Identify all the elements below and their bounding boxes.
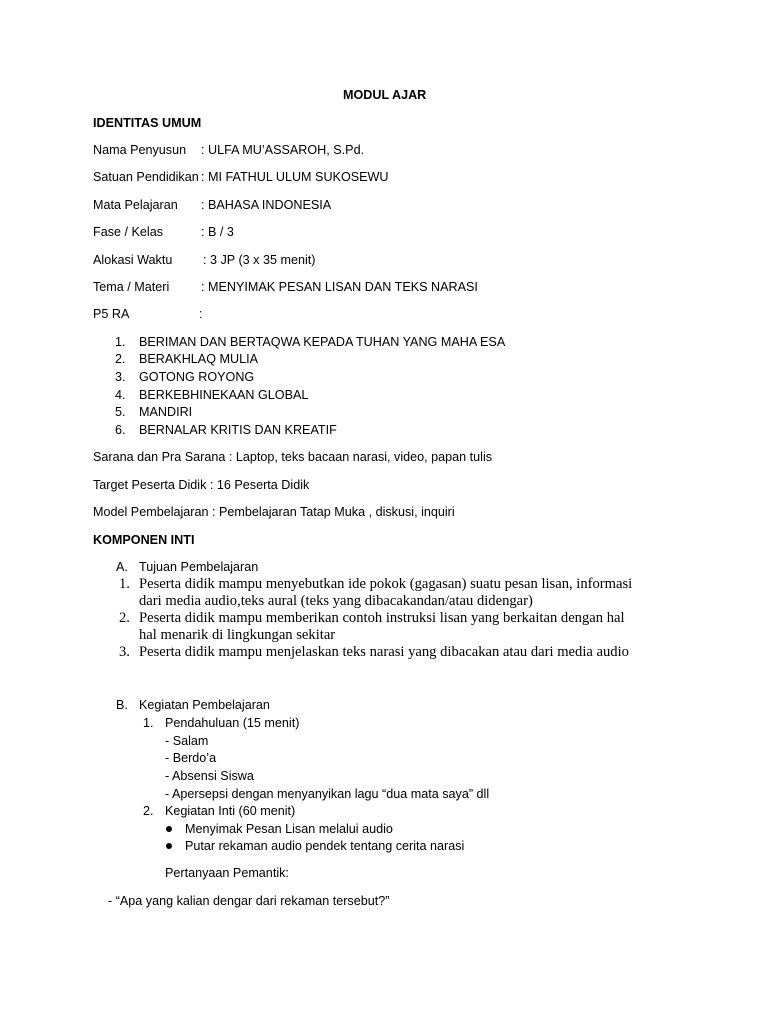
identitas-value: : ULFA MU’ASSAROH, S.Pd. [201, 143, 365, 157]
identitas-label: Fase / Kelas [93, 225, 163, 239]
sarana-line: Sarana dan Pra Sarana : Laptop, teks bacaan narasi, video, papan tulis [93, 450, 493, 464]
list-item-number: 1. [143, 716, 154, 730]
document-title: MODUL AJAR [343, 88, 427, 102]
list-item: - Absensi Siswa [165, 769, 254, 783]
list-item: Peserta didik mampu menjelaskan teks narasi yang dibacakan atau dari media audio [139, 644, 629, 660]
list-item: GOTONG ROYONG [139, 370, 255, 384]
list-item: Peserta didik mampu menyebutkan ide pokok (gagasan) suatu pesan lisan, informasi [139, 576, 633, 592]
list-item: Peserta didik mampu memberikan contoh instruksi lisan yang berkaitan dengan hal [139, 610, 625, 626]
identitas-value: : B / 3 [201, 225, 234, 239]
list-item-number: 2. [119, 610, 130, 626]
section-title: Tujuan Pembelajaran [139, 560, 259, 574]
identitas-label: Mata Pelajaran [93, 198, 178, 212]
identitas-label: P5 RA [93, 307, 130, 321]
list-item: BERAKHLAQ MULIA [139, 352, 258, 366]
list-item-continuation: dari media audio,teks aural (teks yang dibacakandan/atau didengar) [139, 593, 533, 609]
list-item: BERIMAN DAN BERTAQWA KEPADA TUHAN YANG MAHA ESA [139, 335, 506, 349]
identitas-value: : MENYIMAK PESAN LISAN DAN TEKS NARASI [201, 280, 478, 294]
list-item-continuation: hal menarik di lingkungan sekitar [139, 627, 336, 643]
target-line: Target Peserta Didik : 16 Peserta Didik [93, 478, 310, 492]
list-item: Putar rekaman audio pendek tentang cerita narasi [185, 839, 465, 853]
section-letter: B. [116, 698, 128, 712]
identitas-heading: IDENTITAS UMUM [93, 116, 202, 130]
identitas-value: : BAHASA INDONESIA [201, 198, 332, 212]
list-item-number: 1. [115, 335, 126, 349]
list-item: MANDIRI [139, 405, 193, 419]
list-item-number: 6. [115, 423, 126, 437]
list-item: - “Apa yang kalian dengar dari rekaman tersebut?” [108, 894, 390, 908]
identitas-value: : 3 JP (3 x 35 menit) [203, 253, 316, 267]
list-item: - Salam [165, 734, 209, 748]
list-item: BERKEBHINEKAAN GLOBAL [139, 388, 309, 402]
identitas-value: : [199, 307, 203, 321]
list-item: Menyimak Pesan Lisan melalui audio [185, 822, 393, 836]
list-item-number: 4. [115, 388, 126, 402]
subsection-title: Pertanyaan Pemantik: [165, 866, 289, 880]
subsection-title: Pendahuluan (15 menit) [165, 716, 300, 730]
section-title: Kegiatan Pembelajaran [139, 698, 270, 712]
komponen-heading: KOMPONEN INTI [93, 533, 195, 547]
section-letter: A. [116, 560, 128, 574]
list-item-number: 3. [119, 644, 130, 660]
list-item: - Apersepsi dengan menyanyikan lagu “dua mata saya” dll [165, 787, 490, 801]
identitas-label: Nama Penyusun [93, 143, 187, 157]
list-item-number: 3. [115, 370, 126, 384]
list-item-number: 1. [119, 576, 130, 592]
identitas-label: Satuan Pendidikan [93, 170, 199, 184]
bullet-icon [166, 843, 172, 849]
list-item-number: 2. [115, 352, 126, 366]
identitas-value: : MI FATHUL ULUM SUKOSEWU [201, 170, 389, 184]
subsection-title: Kegiatan Inti (60 menit) [165, 804, 296, 818]
list-item: - Berdo’a [165, 751, 217, 765]
list-item: BERNALAR KRITIS DAN KREATIF [139, 423, 337, 437]
identitas-label: Alokasi Waktu [93, 253, 173, 267]
list-item-number: 5. [115, 405, 126, 419]
list-item-number: 2. [143, 804, 154, 818]
bullet-icon [166, 826, 172, 832]
model-line: Model Pembelajaran : Pembelajaran Tatap Muka , diskusi, inquiri [93, 505, 455, 519]
identitas-label: Tema / Materi [93, 280, 170, 294]
